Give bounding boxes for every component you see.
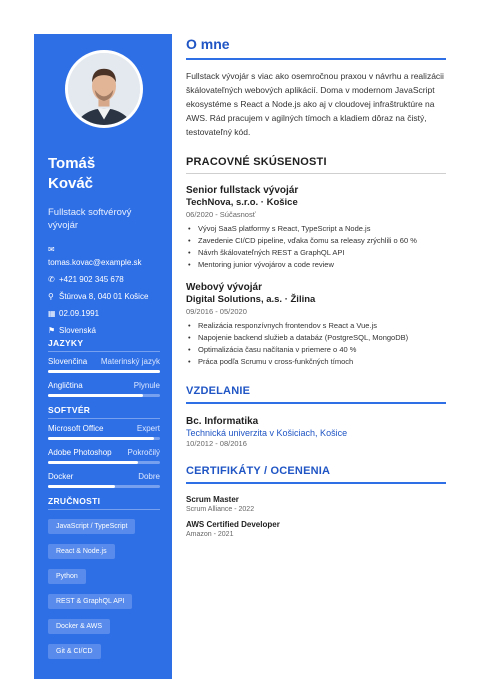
certificate-org: Amazon - 2021 [186, 531, 234, 538]
job-bullet: • Vývoj SaaS platformy s React, TypeScript a Node.js [186, 223, 446, 235]
software-level-fill [48, 485, 115, 488]
about-text: Fullstack vývojár s viac ako osemročnou praxou v návrhu a realizácii škálovateľných webových aplikácií. Doma v modernom JavaScript ekosystéme s React a Node.js ako aj v cloudovej infraštruktúre na AWS. Rád pracujem v agilných tímoch a kladiem dôraz na čistý, testovateľný kód. [186, 71, 444, 137]
certificate-entry [186, 520, 446, 539]
phone-text: +421 902 345 678 [59, 275, 124, 284]
language-name: Slovenčina [48, 357, 88, 366]
job-bullet: • Realizácia responzívnych frontendov s React a Vue.js [186, 320, 446, 332]
software-row [48, 472, 160, 482]
sidebar [34, 34, 172, 679]
job-dates: 09/2016 - 05/2020 [186, 307, 247, 316]
skill-chip: Git & CI/CD [48, 644, 101, 659]
certificate-org: Scrum Alliance - 2022 [186, 506, 255, 513]
software-heading: SOFTVÉR [48, 405, 160, 419]
languages-heading: JAZYKY [48, 338, 160, 352]
certificate-name: Scrum Master [186, 495, 239, 504]
software-level-fill [48, 437, 154, 440]
languages-section [48, 338, 160, 397]
software-level: Expert [136, 424, 160, 433]
address-text: Štúrova 8, 040 01 Košice [59, 292, 149, 301]
job-bullets [186, 320, 446, 368]
job-bullet: • Práca podľa Scrumu v cross-funkčných tímoch [186, 356, 446, 368]
location-pin-icon: ⚲ [48, 292, 54, 301]
job-title: Webový vývojár [186, 282, 262, 293]
profile-photo [68, 53, 140, 125]
education-degree: Bc. Informatika [186, 416, 259, 427]
birthdate-text: 02.09.1991 [59, 309, 100, 318]
job-dates: 06/2020 - Súčasnosť [186, 210, 256, 219]
software-name: Adobe Photoshop [48, 448, 112, 457]
job-bullet: • Optimalizácia času načítania v priemere o 40 % [186, 344, 446, 356]
language-level: Materinský jazyk [100, 357, 160, 366]
software-level-bar [48, 485, 160, 488]
software-level-bar [48, 461, 160, 464]
about-heading: O mne [186, 36, 446, 60]
education-dates: 10/2012 - 08/2016 [186, 439, 247, 448]
contact-birthdate [48, 309, 160, 319]
skills-heading: ZRUČNOSTI [48, 496, 160, 510]
certificates-heading: CERTIFIKÁTY / OCENENIA [186, 465, 446, 484]
job-bullet: • Zavedenie CI/CD pipeline, vďaka čomu sa releasy zrýchlili o 60 % [186, 235, 446, 247]
contact-address [48, 292, 160, 302]
contact-nationality [48, 326, 160, 336]
job-bullets [186, 223, 446, 271]
flag-icon: ⚑ [48, 326, 56, 335]
language-name: Angličtina [48, 381, 83, 390]
education-school: Technická univerzita v Košiciach, Košice [186, 428, 348, 438]
software-row [48, 448, 160, 458]
job-title: Fullstack softvérový vývojár [48, 207, 132, 231]
nationality-text: Slovenská [59, 326, 96, 335]
contact-email[interactable] [48, 245, 160, 268]
job-entry [186, 185, 446, 271]
job-entry [186, 282, 446, 368]
language-level-fill [48, 394, 143, 397]
skill-chip: React & Node.js [48, 544, 115, 559]
contact-list [48, 245, 160, 336]
software-level: Pokročilý [127, 448, 160, 457]
skill-chip: Docker & AWS [48, 619, 110, 634]
email-text: tomas.kovac@example.sk [48, 258, 142, 267]
language-level-bar [48, 394, 160, 397]
contact-phone[interactable] [48, 275, 160, 285]
language-level-fill [48, 370, 160, 373]
skills-section [48, 496, 160, 665]
job-title: Senior fullstack vývojár [186, 185, 299, 196]
job-bullet: • Napojenie backend služieb a databáz (PostgreSQL, MongoDB) [186, 332, 446, 344]
skill-chip: REST & GraphQL API [48, 594, 132, 609]
certificate-name: AWS Certified Developer [186, 520, 280, 529]
job-bullet: • Mentoring junior vývojárov a code review [186, 259, 446, 271]
job-company: TechNova, s.r.o. · Košice [186, 197, 298, 208]
phone-icon: ✆ [48, 275, 55, 284]
job-company: Digital Solutions, a.s. · Žilina [186, 294, 316, 305]
software-section [48, 405, 160, 488]
language-level-bar [48, 370, 160, 373]
skill-chip: JavaScript / TypeScript [48, 519, 135, 534]
software-name: Microsoft Office [48, 424, 104, 433]
education-heading: VZDELANIE [186, 385, 446, 404]
name-last: Kováč [48, 175, 94, 192]
main-content [186, 36, 446, 539]
language-level: Plynule [133, 381, 160, 390]
calendar-icon: ▦ [48, 309, 56, 318]
language-row [48, 357, 160, 367]
software-row [48, 424, 160, 434]
language-row [48, 381, 160, 391]
software-name: Docker [48, 472, 74, 481]
email-icon: ✉ [48, 245, 55, 254]
avatar [65, 50, 143, 128]
software-level: Dobre [138, 472, 160, 481]
name-first: Tomáš [48, 155, 96, 172]
software-level-bar [48, 437, 160, 440]
experience-heading: PRACOVNÉ SKÚSENOSTI [186, 156, 446, 174]
skill-chip: Python [48, 569, 86, 584]
certificate-entry [186, 495, 446, 514]
job-bullet: • Návrh škálovateľných REST a GraphQL API [186, 247, 446, 259]
software-level-fill [48, 461, 138, 464]
